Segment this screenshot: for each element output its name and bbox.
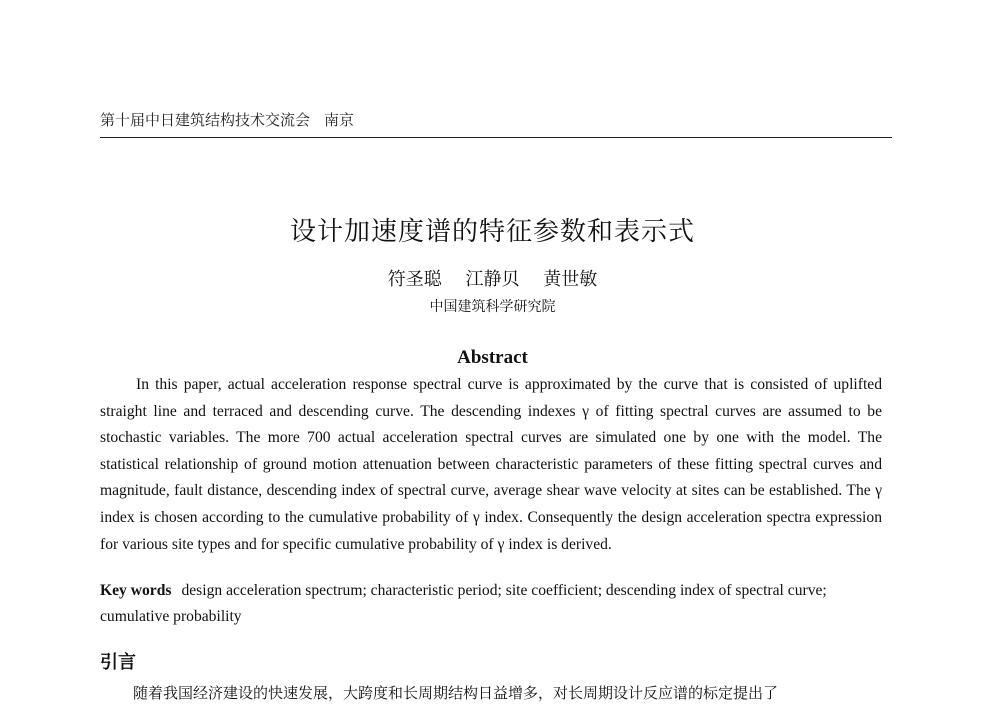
- author-3: 黄世敏: [543, 269, 598, 290]
- keywords-label: Key words: [100, 582, 172, 599]
- keywords-text: design acceleration spectrum; characteristic period; site coefficient; descending index of spectral curve; cumulative probability: [100, 582, 827, 625]
- conference-name: 第十届中日建筑结构技术交流会: [100, 111, 311, 129]
- affiliation: 中国建筑科学研究院: [429, 299, 556, 315]
- introduction-first-line: 随着我国经济建设的快速发展，大跨度和长周期结构日益增多，对长周期设计反应谱的标定提出了: [133, 684, 779, 702]
- author-1: 符圣聪: [387, 269, 442, 290]
- keywords: [100, 578, 882, 630]
- conference-venue: 南京: [324, 111, 355, 129]
- abstract-heading: Abstract: [457, 347, 528, 368]
- running-header: [100, 110, 892, 130]
- abstract-body: In this paper, actual acceleration response spectral curve is approximated by the curve that is consisted of uplifted straight line and terraced and descending curve. The descending indexes γ of fitting spectral curves are assumed to be stochastic variables. The more 700 actual acceleration spectral curves are simulated one by one with the model. The statistical relationship of ground motion attenuation between characteristic parameters of these fitting spectral curves and magnitude, fault distance, descending index of spectral curve, average shear wave velocity at sites can be established. The γ index is chosen according to the cumulative probability of γ index. Consequently the design acceleration spectra expression for various site types and for specific cumulative probability of γ index is derived.: [100, 376, 882, 553]
- author-list: [0, 268, 985, 292]
- author-2: 江静贝: [465, 269, 520, 290]
- paper-title: 设计加速度谱的特征参数和表示式: [289, 217, 695, 248]
- section-heading-introduction: 引言: [100, 652, 136, 673]
- header-rule: [100, 137, 892, 138]
